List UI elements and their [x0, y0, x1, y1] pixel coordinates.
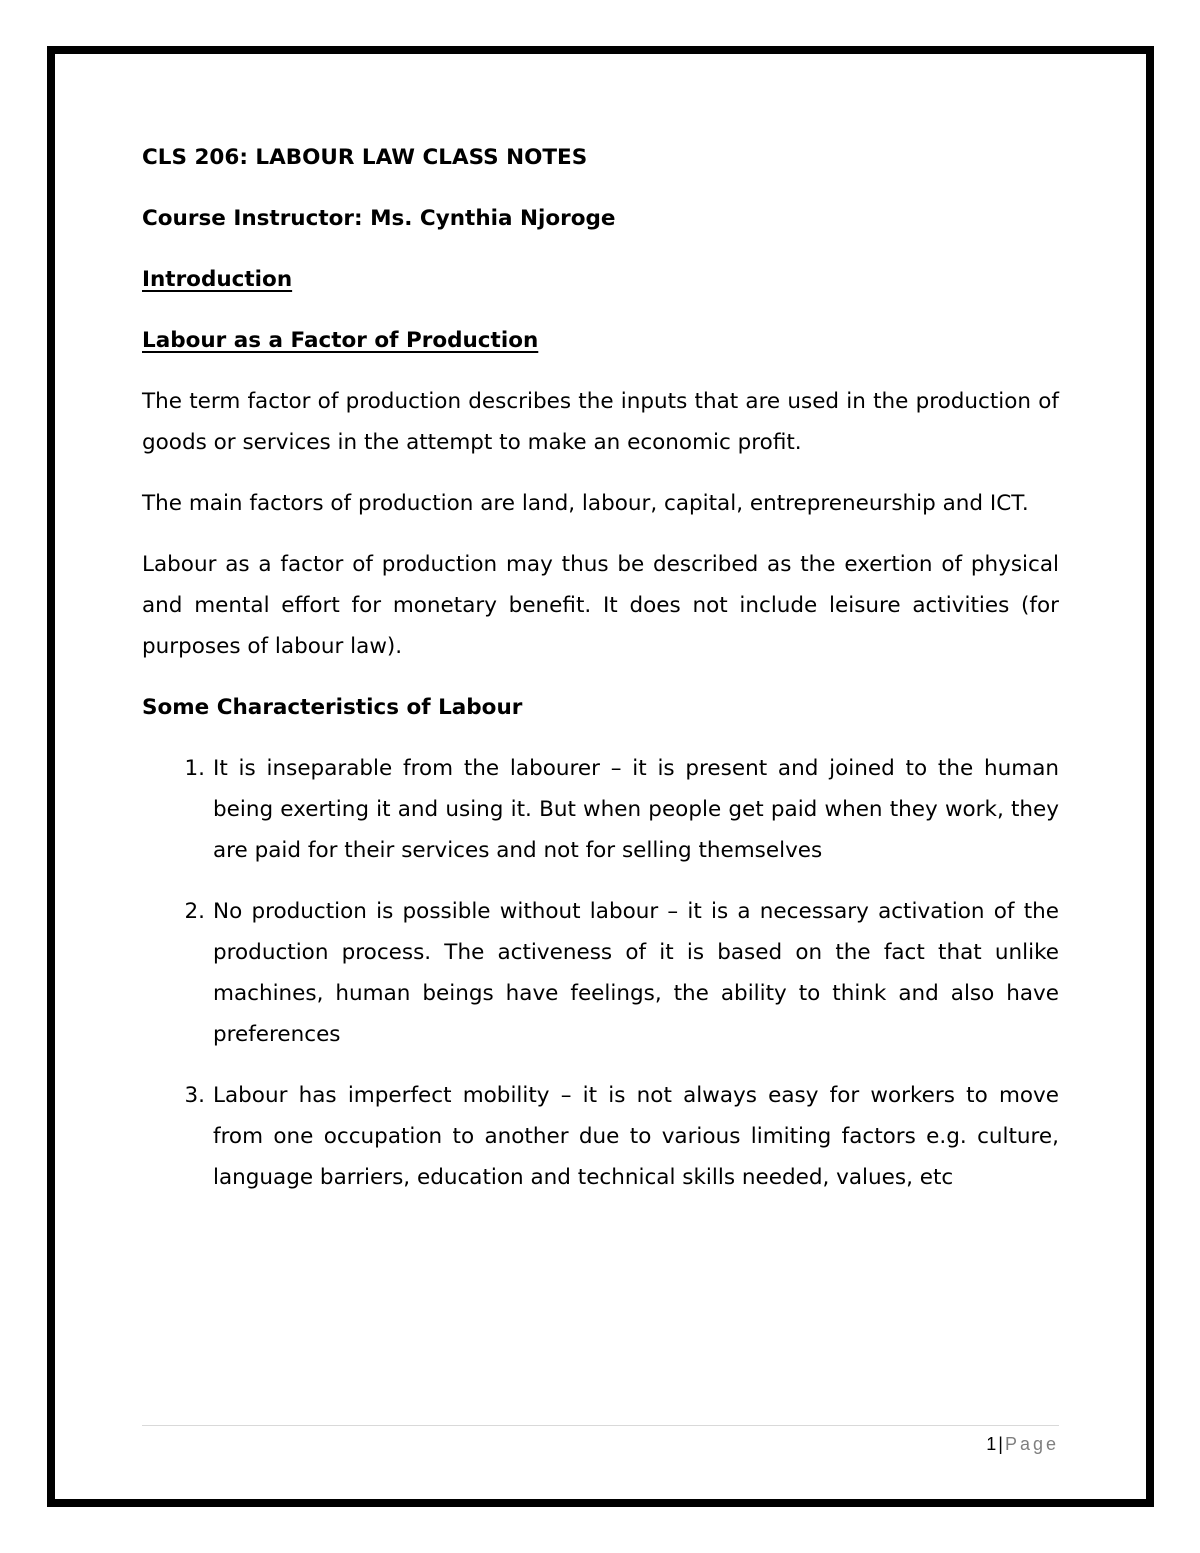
characteristics-heading: Some Characteristics of Labour — [142, 695, 523, 720]
list-item — [142, 891, 1059, 1055]
page-number: 1 — [986, 1434, 997, 1454]
page-footer — [986, 1432, 1059, 1456]
list-item-number: 1. — [184, 756, 205, 781]
document-title: CLS 206: LABOUR LAW CLASS NOTES — [142, 145, 588, 170]
list-item — [142, 748, 1059, 871]
paragraph-labour-definition: Labour as a factor of production may thus be described as the exertion of physical and mental effort for monetary benefit. It does not include leisure activities (for purposes of labour law). — [142, 552, 1059, 659]
list-item-number: 3. — [184, 1083, 205, 1108]
list-item-text: Labour has imperfect mobility – it is not always easy for workers to move from one occupation to another due to various limiting factors e.g. culture, language barriers, education and technical skills needed, values, etc — [213, 1083, 1059, 1190]
document-body — [142, 137, 1059, 1218]
list-item-text: No production is possible without labour – it is a necessary activation of the production process. The activeness of it is based on the fact that unlike machines, human beings have feelings, the ability to think and also have preferences — [213, 899, 1059, 1047]
page-label: Page — [1004, 1434, 1059, 1454]
paragraph-main-factors: The main factors of production are land, labour, capital, entrepreneurship and ICT. — [142, 491, 1029, 516]
paragraph-factor-definition: The term factor of production describes the inputs that are used in the production of goods or services in the attempt to make an economic profit. — [142, 389, 1059, 455]
subsection-heading-factor-of-production: Labour as a Factor of Production — [142, 328, 539, 353]
section-heading-introduction: Introduction — [142, 267, 293, 292]
characteristics-list — [142, 748, 1059, 1198]
course-instructor: Course Instructor: Ms. Cynthia Njoroge — [142, 206, 616, 231]
footer-separator: | — [998, 1434, 1003, 1454]
list-item — [142, 1075, 1059, 1198]
list-item-text: It is inseparable from the labourer – it is present and joined to the human being exerting it and using it. But when people get paid when they work, they are paid for their services and not for selling themselves — [213, 756, 1059, 863]
list-item-number: 2. — [184, 899, 205, 924]
footer-divider — [142, 1425, 1059, 1426]
